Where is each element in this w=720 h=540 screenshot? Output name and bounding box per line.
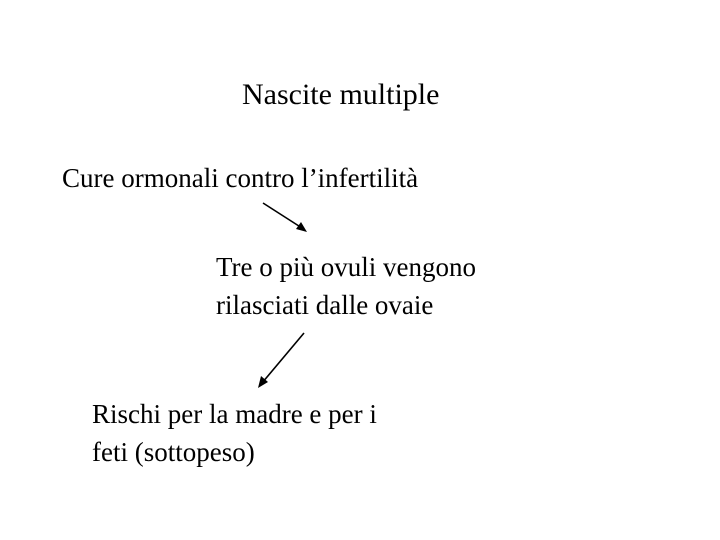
- flow-step-text: Tre o più ovuli vengono: [216, 252, 477, 282]
- flow-step-text: Cure ormonali contro l’infertilità: [62, 163, 419, 193]
- flow-step-text: Rischi per la madre e per i: [92, 399, 377, 429]
- flow-step-text: feti (sottopeso): [92, 437, 255, 467]
- arrow-down-left-icon: [258, 333, 304, 388]
- flow-step-text: rilasciati dalle ovaie: [216, 290, 434, 320]
- arrow-down-right-icon: [263, 203, 307, 232]
- slide-title: Nascite multiple: [242, 78, 440, 111]
